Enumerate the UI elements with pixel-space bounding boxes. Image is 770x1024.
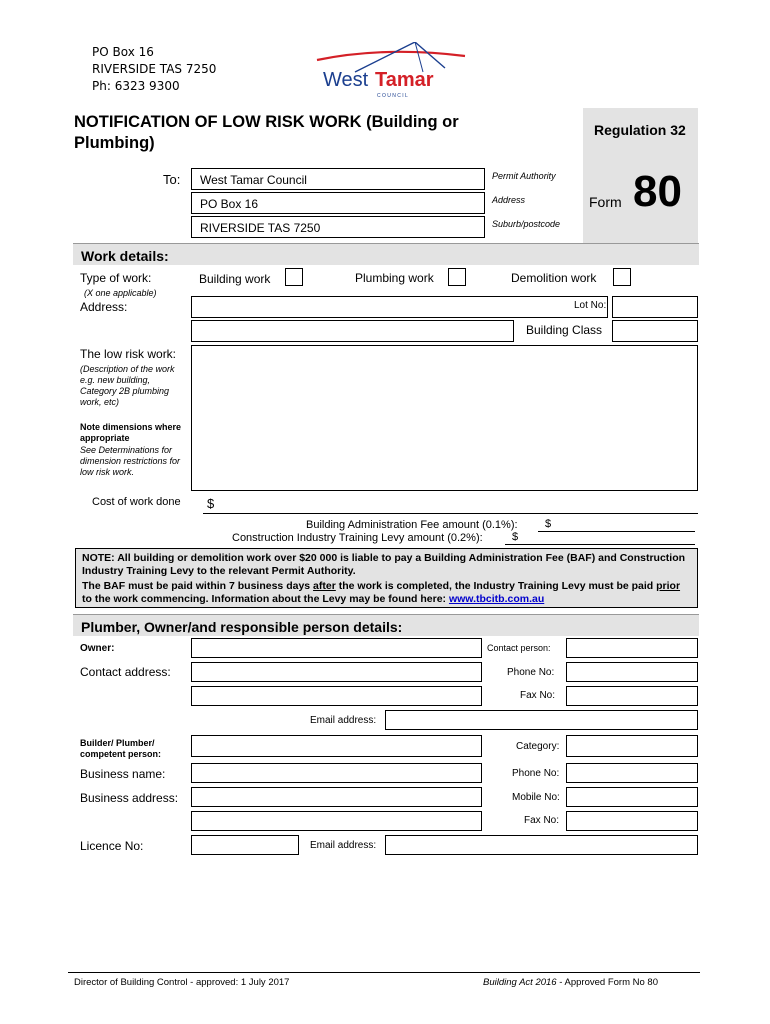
plumbing-work-label: Plumbing work [355, 271, 434, 285]
levy-notice [75, 548, 698, 608]
form-number: 80 [633, 167, 682, 216]
address-line-3: Ph: 6323 9300 [92, 79, 180, 93]
contact-address-label: Contact address: [80, 665, 171, 679]
contact-address-field-1[interactable] [191, 662, 482, 682]
mobile-field[interactable] [566, 787, 698, 807]
contact-person-label: Contact person: [487, 643, 551, 653]
licence-no-label: Licence No: [80, 839, 144, 853]
regulation-label: Regulation 32 [594, 122, 686, 138]
svg-text:Tamar: Tamar [375, 69, 434, 91]
owner-fax-field[interactable] [566, 686, 698, 706]
to-label: To: [163, 172, 181, 187]
builder-field[interactable] [191, 735, 482, 757]
plumbing-work-checkbox[interactable] [448, 268, 466, 286]
svg-text:West: West [323, 69, 369, 91]
permit-suburb-label: Suburb/postcode [492, 219, 561, 229]
footer-approval: Director of Building Control - approved: 1 July 2017 [74, 977, 290, 988]
council-address [92, 44, 216, 95]
owner-fax-label: Fax No: [520, 690, 556, 701]
owner-label: Owner: [80, 643, 115, 654]
business-phone-label: Phone No: [512, 768, 560, 779]
persons-header [73, 614, 699, 636]
mobile-label: Mobile No: [512, 792, 560, 803]
baf-amount-line[interactable] [538, 531, 695, 532]
business-phone-field[interactable] [566, 763, 698, 783]
form-word: Form [589, 194, 622, 210]
address-line-1: PO Box 16 [92, 45, 154, 59]
council-name-value: West Tamar Council [200, 173, 307, 187]
levy-label: Construction Industry Training Levy amount (0.2%): [232, 532, 483, 544]
address-line-2: RIVERSIDE TAS 7250 [92, 62, 217, 76]
cost-of-work-line[interactable] [203, 513, 698, 514]
low-risk-work-description[interactable] [191, 345, 698, 491]
business-name-label: Business name: [80, 767, 166, 781]
form-title: NOTIFICATION OF LOW RISK WORK (Building or Plumbing) [74, 113, 459, 152]
cost-dollar-sign: $ [207, 496, 215, 511]
levy-amount-line[interactable] [505, 544, 695, 545]
permit-address-label: Address [492, 195, 526, 205]
business-address-label: Business address: [80, 791, 179, 805]
low-risk-work-hint: (Description of the work e.g. new building, Category 2B plumbing work, etc) [80, 364, 175, 407]
low-risk-work-label: The low risk work: [80, 347, 177, 361]
baf-label: Building Administration Fee amount (0.1%): [306, 519, 518, 531]
council-address-field[interactable] [191, 192, 485, 214]
owner-email-label: Email address: [310, 715, 377, 726]
notice-line-2: The BAF must be paid within 7 business days after the work is completed, the Industry Training Levy must be paid prior to the work commencing. Information about the Levy may be found here: www.tbcitb.com.au [82, 580, 681, 605]
type-of-work-hint: (X one applicable) [84, 288, 157, 298]
owner-email-field[interactable] [385, 710, 698, 730]
work-details-header [73, 243, 699, 265]
demolition-work-checkbox[interactable] [613, 268, 631, 286]
permit-authority-label: Permit Authority [492, 171, 556, 181]
building-class-field[interactable] [612, 320, 698, 342]
footer-divider [68, 972, 700, 973]
council-address-value: PO Box 16 [200, 197, 259, 211]
council-name-field[interactable] [191, 168, 485, 190]
business-name-field[interactable] [191, 763, 482, 783]
west-tamar-logo [315, 42, 475, 100]
contact-person-field[interactable] [566, 638, 698, 658]
building-class-label: Building Class [526, 323, 603, 337]
work-details-title: Work details: [81, 248, 169, 264]
business-address-field-2[interactable] [191, 811, 482, 831]
council-suburb-value: RIVERSIDE TAS 7250 [200, 221, 321, 235]
baf-dollar-sign: $ [545, 518, 552, 530]
note-dimensions: Note dimensions where appropriate [80, 422, 182, 443]
council-suburb-field[interactable] [191, 216, 485, 238]
levy-info-link[interactable]: www.tbcitb.com.au [448, 593, 545, 605]
type-of-work-label: Type of work: [80, 271, 152, 285]
footer-form-ref: Building Act 2016 - Approved Form No 80 [483, 977, 658, 988]
building-work-label: Building work [199, 272, 271, 286]
lot-no-field[interactable] [612, 296, 698, 318]
category-label: Category: [516, 741, 560, 752]
work-address-label: Address: [80, 300, 128, 314]
svg-text:C O U N C I L: C O U N C I L [377, 93, 408, 99]
cost-of-work-label: Cost of work done [92, 496, 181, 508]
persons-title: Plumber, Owner/and responsible person details: [81, 619, 403, 635]
business-email-label: Email address: [310, 840, 377, 851]
lot-no-label: Lot No: [574, 300, 607, 311]
business-fax-label: Fax No: [524, 815, 560, 826]
business-address-field-1[interactable] [191, 787, 482, 807]
demolition-work-label: Demolition work [511, 271, 597, 285]
owner-phone-label: Phone No: [507, 667, 555, 678]
building-work-checkbox[interactable] [285, 268, 303, 286]
business-fax-field[interactable] [566, 811, 698, 831]
licence-no-field[interactable] [191, 835, 299, 855]
determinations-note: See Determinations for dimension restrictions for low risk work. [80, 445, 181, 477]
owner-field[interactable] [191, 638, 482, 658]
builder-label: Builder/ Plumber/ competent person: [80, 738, 162, 759]
category-field[interactable] [566, 735, 698, 757]
business-email-field[interactable] [385, 835, 698, 855]
work-address-field-1[interactable] [191, 296, 608, 318]
contact-address-field-2[interactable] [191, 686, 482, 706]
levy-dollar-sign: $ [512, 531, 519, 543]
owner-phone-field[interactable] [566, 662, 698, 682]
work-address-field-2[interactable] [191, 320, 514, 342]
notice-line-1: NOTE: All building or demolition work over $20 000 is liable to pay a Building Administration Fee (BAF) and Construction Industry Training Levy to the relevant Permit Authority. [82, 552, 686, 577]
